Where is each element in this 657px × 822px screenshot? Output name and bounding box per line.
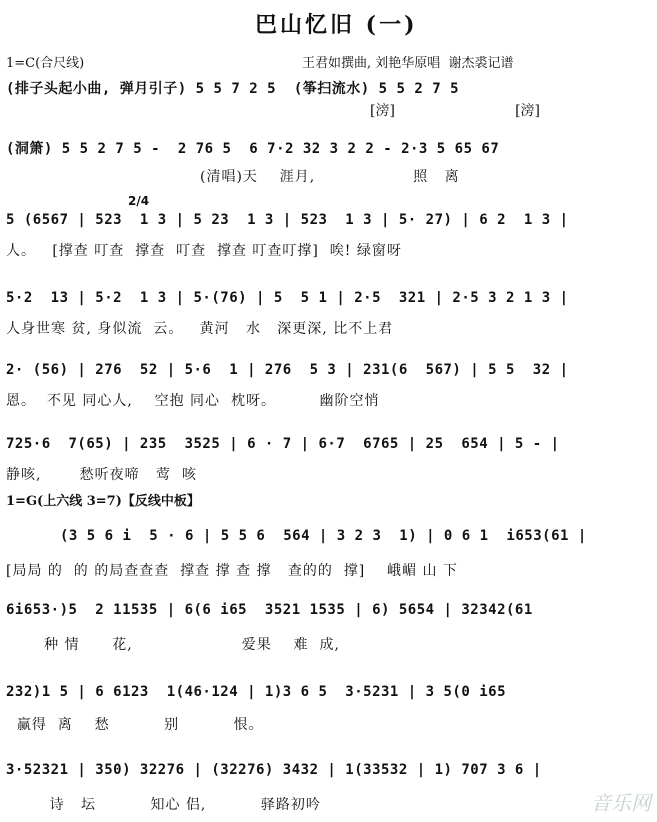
score-line-6-lyrics: 静咳, 愁听夜啼 莺 咳 — [6, 467, 197, 483]
score-line-1-marks: [滂] [滂] — [370, 103, 541, 119]
credits: 王君如撰曲, 刘艳华原唱 谢杰裘记谱 — [302, 56, 514, 71]
score-line-6-notes: 725·6 7(65) | 235 3525 | 6 · 7 | 6·7 6765 | 25 654 | 5 - | — [6, 436, 560, 452]
score-title: 巴山忆旧 (一) — [255, 12, 418, 38]
score-line-7-notes: (3 5 6 i 5 · 6 | 5 5 6 564 | 3 2 3 1) | 0 6 1 i653(61 | — [60, 528, 587, 544]
score-line-7-lyrics: [局局 的 的 的局查查查 撑查 撑 查 撑 查的的 撑] 峨嵋 山 下 — [6, 563, 458, 579]
time-signature: 2/4 — [128, 194, 150, 208]
score-line-8-lyrics: 种 情 花, 爱果 难 成, — [6, 637, 340, 653]
score-line-5-notes: 2· (56) | 276 52 | 5·6 1 | 276 5 3 | 231(6 567) | 5 5 32 | — [6, 362, 569, 378]
score-line-3-notes: 5 (6567 | 523 1 3 | 5 23 1 3 | 523 1 3 | 5· 27) | 6 2 1 3 | — [6, 212, 569, 228]
score-line-1-notes: (排子头起小曲, 弹月引子) 5 5 7 2 5 (筝扫流水) 5 5 2 7 5 — [6, 81, 460, 97]
key-signature-g: 1=G(上六线 3=7)【反线中板】 — [6, 494, 200, 509]
score-line-9-notes: 232)1 5 | 6 6123 1(46·124 | 1)3 6 5 3·5231 | 3 5(0 i65 — [6, 684, 507, 700]
score-line-10-lyrics: 诗 坛 知心 侣, 驿路初吟 — [6, 797, 321, 813]
score-line-2-lyrics: (清唱)天 涯月, 照 离 — [200, 169, 460, 185]
score-line-8-notes: 6i653·)5 2 11535 | 6(6 i65 3521 1535 | 6) 5654 | 32342(61 — [6, 602, 533, 618]
score-line-5-lyrics: 恩。 不见 同心人, 空抱 同心 枕呀。 幽阶空悄 — [6, 393, 380, 409]
score-line-3-lyrics: 人。 [撑查 叮查 撑查 叮查 撑查 叮查叮撑] 唉! 绿窗呀 — [6, 243, 402, 259]
watermark-logo: 音乐网 — [591, 791, 651, 815]
score-line-4-notes: 5·2 13 | 5·2 1 3 | 5·(76) | 5 5 1 | 2·5 321 | 2·5 3 2 1 3 | — [6, 290, 569, 306]
key-signature-c: 1=C(合尺线) — [6, 56, 85, 71]
score-line-10-notes: 3·52321 | 350) 32276 | (32276) 3432 | 1(33532 | 1) 707 3 6 | — [6, 762, 542, 778]
score-line-2-notes: (洞箫) 5 5 2 7 5 - 2 76 5 6 7·2 32 3 2 2 - 2·3 5 65 67 — [6, 141, 500, 157]
score-line-4-lyrics: 人身世寒 贫, 身似流 云。 黄河 水 深更深, 比不上君 — [6, 321, 394, 337]
score-line-9-lyrics: 赢得 离 愁 别 恨。 — [6, 717, 264, 733]
